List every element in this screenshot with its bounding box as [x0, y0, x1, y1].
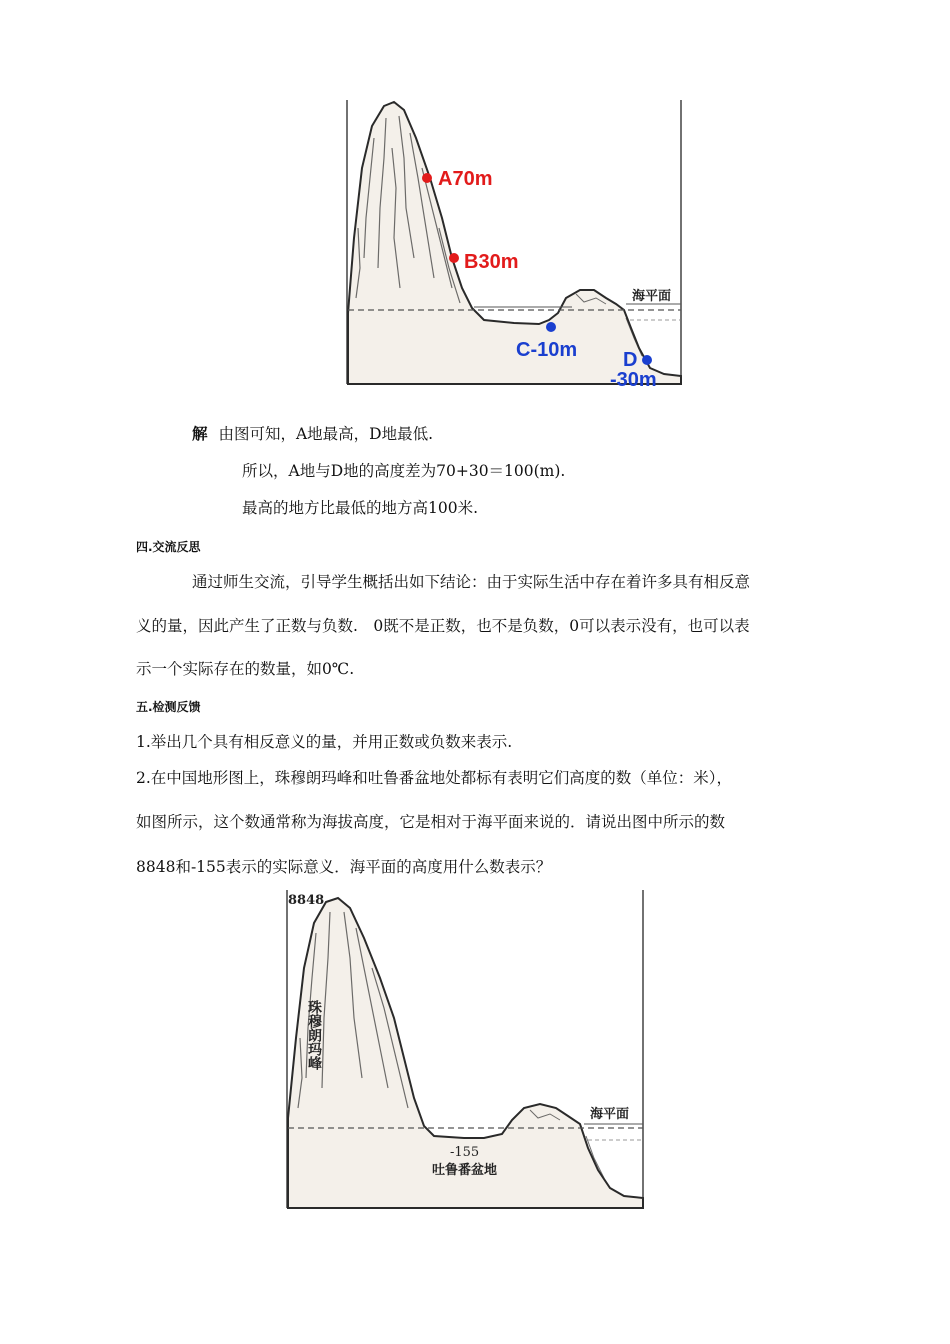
point-a-marker [422, 173, 432, 183]
point-a-label: A70m [438, 168, 493, 190]
terrain-figure-2 [284, 888, 646, 1210]
mountain-shape [348, 102, 681, 384]
section-4-line-2: 义的量，因此产生了正数与负数. 0既不是正数，也不是负数，0可以表示没有，也可以表 [136, 617, 750, 635]
basin-value-label: -155 [450, 1145, 480, 1160]
basin-name-label: 吐鲁番盆地 [432, 1163, 498, 1178]
solution-text-1: 由图可知，A地最高，D地最低. [218, 425, 434, 443]
terrain-figure-1 [344, 98, 684, 386]
point-d-marker [642, 355, 652, 365]
question-1: 1.举出几个具有相反意义的量，并用正数或负数来表示. [136, 733, 513, 751]
point-d-label: D [623, 349, 638, 371]
section-4-line-1: 通过师生交流，引导学生概括出如下结论：由于实际生活中存在着许多具有相反意 [192, 573, 751, 591]
sea-level-label-2: 海平面 [590, 1107, 630, 1122]
question-2-line-3: 8848和-155表示的实际意义．海平面的高度用什么数表示？ [136, 858, 552, 876]
solution-line-2: 所以，A地与D地的高度差为70+30＝100(m). [242, 462, 566, 480]
point-c-marker [546, 322, 556, 332]
solution-line-1 [192, 424, 433, 444]
peak-name-label: 珠穆朗玛峰 [306, 1000, 322, 1070]
section-4-heading: 四.交流反思 [136, 540, 201, 554]
point-b-marker [449, 253, 459, 263]
point-b-label: B30m [464, 251, 519, 273]
point-c-label: C-10m [516, 339, 578, 361]
section-4-line-3: 示一个实际存在的数量，如0℃. [136, 660, 355, 678]
question-2-line-1: 2.在中国地形图上，珠穆朗玛峰和吐鲁番盆地处都标有表明它们高度的数（单位：米）， [136, 769, 733, 787]
peak-name-vertical [306, 999, 322, 1071]
mountain-shape-2 [288, 898, 643, 1208]
question-2-line-2: 如图所示，这个数通常称为海拔高度，它是相对于海平面来说的．请说出图中所示的数 [136, 813, 726, 831]
section-5-heading: 五.检测反馈 [136, 700, 201, 714]
sea-level-label: 海平面 [632, 289, 672, 304]
point-d-value: -30m [610, 369, 657, 386]
solution-line-3: 最高的地方比最低的地方高100米. [242, 499, 479, 517]
peak-value-label: 8848 [288, 893, 325, 908]
solution-prefix: 解 [192, 425, 208, 443]
